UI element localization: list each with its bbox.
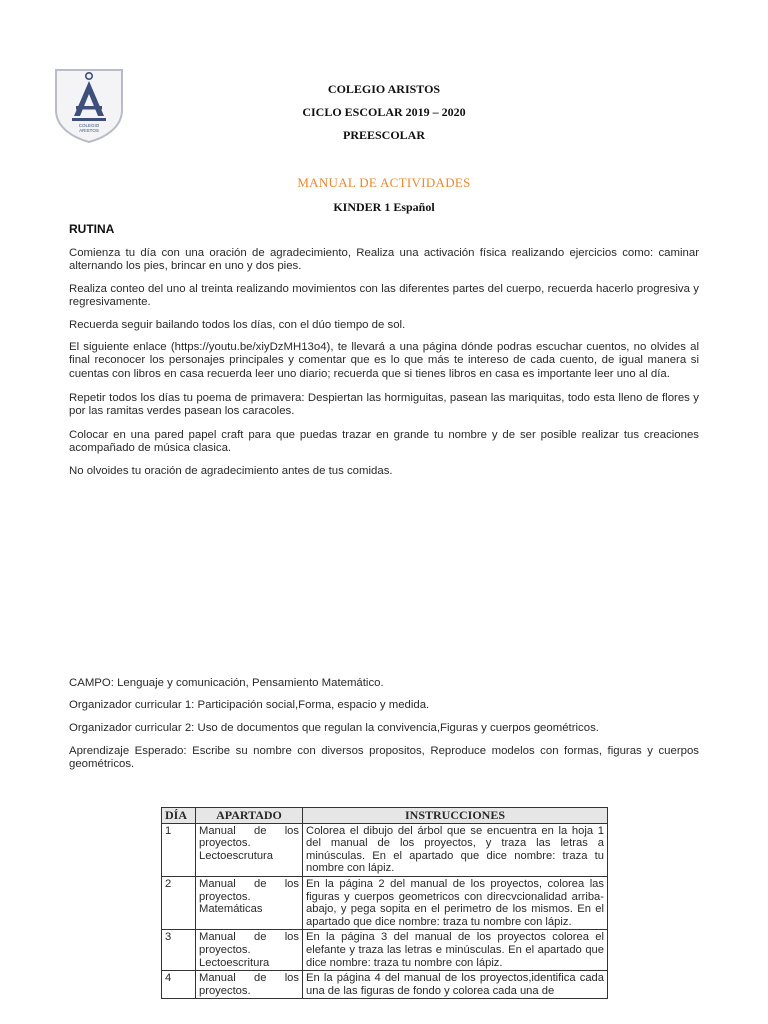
row-instrucciones: En la página 2 del manual de los proyectos, colorea las figuras y cuerpos geometricos con direcvcionalidad arriba- abajo, y pega sopita en el perimetro de los mismos. En el apartado que dice nombre: traza tu nombre con lápiz. bbox=[303, 876, 608, 929]
header-dia: DÍA bbox=[162, 808, 196, 824]
organizador-2-text: Organizador curricular 2: Uso de documentos que regulan la convivencia,Figuras y cuerpos geométricos. bbox=[69, 722, 599, 734]
rutina-paragraph-3: Recuerda seguir bailando todos los días, con el dúo tiempo de sol. bbox=[69, 319, 406, 331]
row-apartado bbox=[196, 930, 303, 971]
apartado-line: Manual de los proyectos. bbox=[199, 824, 299, 850]
apartado-line: Matemáticas bbox=[199, 903, 263, 916]
school-name: COLEGIO ARISTOS bbox=[327, 82, 441, 96]
grade-title: KINDER 1 Español bbox=[333, 200, 435, 214]
table-header-row bbox=[162, 808, 608, 824]
rutina-paragraph-4: El siguiente enlace (https://youtu.be/xiyDzMH13o4), te llevará a una página dónde podras escuchar cuentos, no olvides al final reconocer los personajes principales y comentar que es lo que más te intereso de cada cuento, de igual manera si cuentas con libros en casa recuerda leer uno diario; recuerda que si tienes libros en casa es importante leer uno al día. bbox=[69, 341, 699, 380]
row-instrucciones: En la página 4 del manual de los proyectos,identifica cada una de las figuras de fondo y colorea cada una de bbox=[303, 971, 608, 999]
manual-title: MANUAL DE ACTIVIDADES bbox=[297, 175, 471, 190]
row-instrucciones: En la página 3 del manual de los proyectos colorea el elefante y traza las letras e minúsculas. En el apartado que dice nombre: traza tu nombre con lápiz. bbox=[303, 930, 608, 971]
logo-text-aristos: ARISTOS bbox=[79, 128, 99, 133]
header-instrucciones: INSTRUCCIONES bbox=[303, 808, 608, 824]
logo-text-colegio: COLEGIO bbox=[78, 123, 100, 128]
apartado-line: Lectoescrutura bbox=[199, 849, 274, 862]
apartado-line: Manual de los proyectos. bbox=[199, 972, 299, 997]
rutina-paragraph-6: Colocar en una pared papel craft para que puedas trazar en grande tu nombre y de ser posible realizar tus creaciones acompañado de música clasica. bbox=[69, 429, 699, 455]
row-instrucciones: Colorea el dibujo del árbol que se encuentra en la hoja 1 del manual de los proyectos, y traza las letras a minúsculas. En el apartado que dice nombre: traza tu nombre con lápiz. bbox=[303, 823, 608, 876]
table-row bbox=[162, 823, 608, 876]
row-dia: 2 bbox=[162, 876, 196, 929]
row-dia: 4 bbox=[162, 971, 196, 999]
apartado-line: Lectoescritura bbox=[199, 956, 270, 969]
apartado-line: Manual de los proyectos. bbox=[199, 877, 299, 903]
row-apartado bbox=[196, 876, 303, 929]
row-apartado bbox=[196, 971, 303, 999]
apartado-line: Manual de los proyectos. bbox=[199, 931, 299, 956]
rutina-paragraph-5: Repetir todos los días tu poema de primavera: Despiertan las hormiguitas, pasean las mariquitas, todo esta lleno de flores y por las ramitas verdes pasean los caracoles. bbox=[69, 392, 699, 418]
table-row bbox=[162, 971, 608, 999]
school-cycle: CICLO ESCOLAR 2019 – 2020 bbox=[302, 105, 466, 119]
row-dia: 3 bbox=[162, 930, 196, 971]
rutina-heading: RUTINA bbox=[69, 222, 115, 236]
row-dia: 1 bbox=[162, 823, 196, 876]
rutina-paragraph-2: Realiza conteo del uno al treinta realizando movimientos con las diferentes partes del cuerpo, recuerda hacerlo progresiva y regresivamente. bbox=[69, 283, 699, 309]
aprendizaje-text: Aprendizaje Esperado: Escribe su nombre con diversos propositos, Reproduce modelos con formas, figuras y cuerpos geométricos. bbox=[69, 745, 699, 771]
rutina-paragraph-1: Comienza tu día con una oración de agradecimiento, Realiza una activación física realizando ejercicios como: caminar alternando los pies, brincar en uno y dos pies. bbox=[69, 247, 699, 273]
table-row bbox=[162, 930, 608, 971]
activities-table bbox=[161, 807, 608, 999]
campo-text: CAMPO: Lenguaje y comunicación, Pensamiento Matemático. bbox=[69, 677, 384, 689]
organizador-1-text: Organizador curricular 1: Participación social,Forma, espacio y medida. bbox=[69, 699, 430, 711]
header-apartado: APARTADO bbox=[196, 808, 303, 824]
school-level: PREESCOLAR bbox=[342, 128, 425, 142]
row-apartado bbox=[196, 823, 303, 876]
table-row bbox=[162, 876, 608, 929]
rutina-paragraph-7: No olvoides tu oración de agradecimiento antes de tus comidas. bbox=[69, 465, 393, 477]
